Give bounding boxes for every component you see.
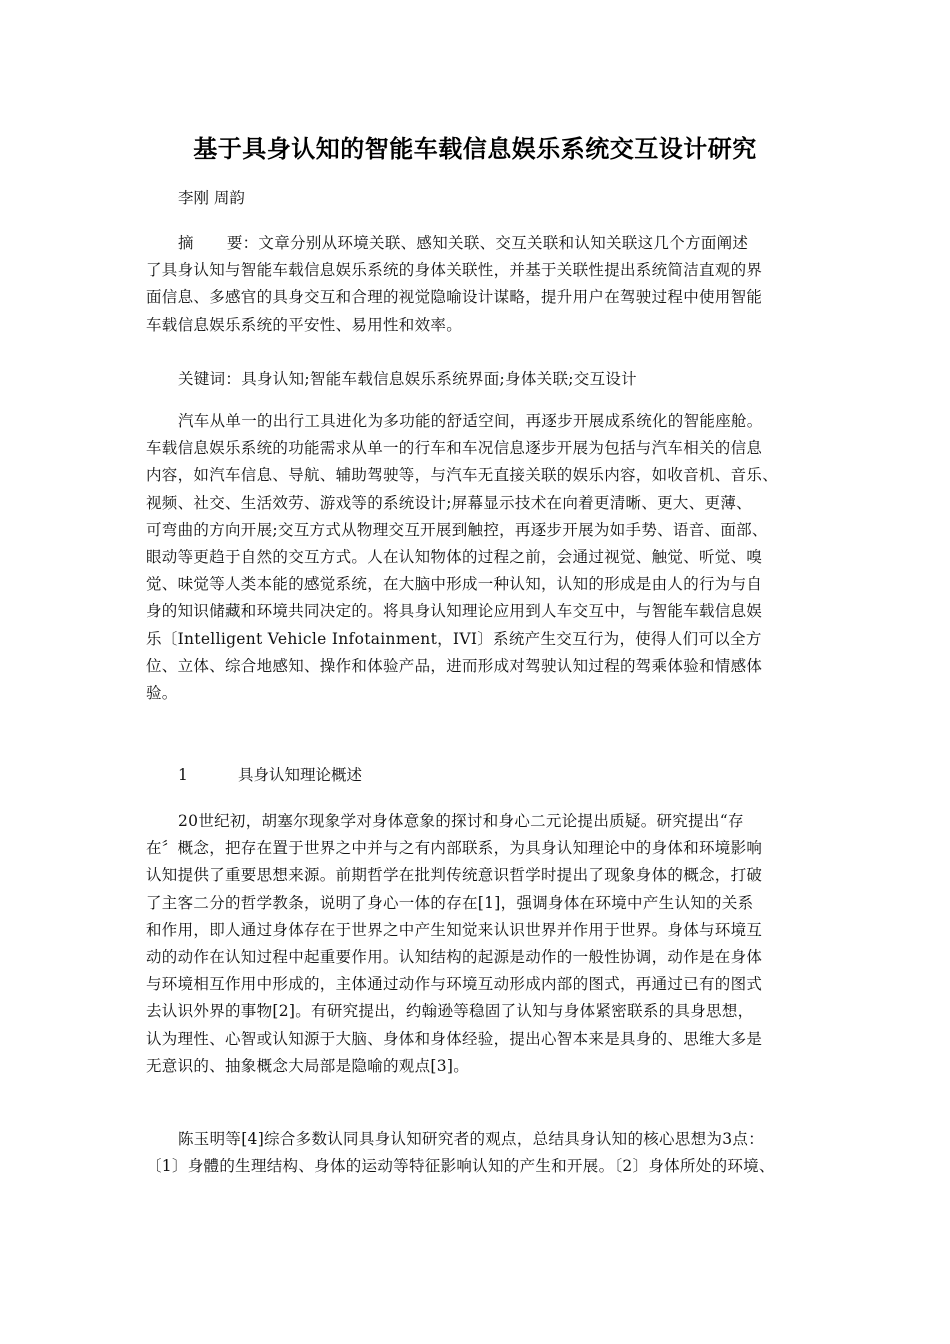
text-line: 陈玉明等[4]综合多数认同具身认知研究者的观点，总结具身认知的核心思想为3点： [178, 1130, 765, 1148]
section-title: 具身认知理论概述 [238, 766, 363, 784]
text-line: 乐〔Intelligent Vehicle Infotainment，IVI〕系统产生交互行为，使得人们可以全方 [146, 629, 762, 648]
keywords-text: 关键词：具身认知;智能车载信息娱乐系统界面;身体关联;交互设计 [178, 370, 637, 388]
intro-paragraph [146, 408, 816, 707]
text-line: 觉、味觉等人类本能的感觉系统，在大脑中形成一种认知，认知的形成是由人的行为与自 [146, 575, 763, 594]
section-heading [178, 763, 362, 787]
text-line: 可弯曲的方向开展;交互方式从物理交互开展到触控，再逐步开展为如手势、语音、面部、 [146, 520, 768, 539]
abstract-line: 车载信息娱乐系统的平安性、易用性和效率。 [146, 315, 463, 334]
section1-paragraph-2 [146, 1126, 816, 1180]
abstract-label-right: 要： [226, 234, 259, 252]
abstract-text: 文章分别从环境关联、感知关联、交互关联和认知关联这几个方面阐述 [258, 234, 749, 252]
text-line: 内容，如汽车信息、导航、辅助驾驶等，与汽车无直接关联的娱乐内容，如收音机、音乐、 [146, 466, 779, 485]
text-line: 位、立体、综合地感知、操作和体验产品，进而形成对驾驶认知过程的驾乘体验和情感体 [146, 656, 763, 675]
author-list: 李刚 周韵 [178, 189, 245, 207]
text-line: 验。 [146, 683, 178, 702]
text-line: 认为理性、心智或认知源于大脑、身体和身体经验，提出心智本来是具身的、思维大多是 [146, 1029, 763, 1048]
abstract [146, 230, 816, 339]
abstract-line [146, 230, 816, 257]
abstract-line: 面信息、多感官的具身交互和合理的视觉隐喻设计谋略，提升用户在驾驶过程中使用智能 [146, 288, 763, 307]
text-line: 车载信息娱乐系统的功能需求从单一的行车和车况信息逐步开展为包括与汽车相关的信息 [146, 439, 763, 458]
text-line: 与环境相互作用中形成的，主体通过动作与环境互动形成内部的图式，再通过已有的图式 [146, 975, 763, 994]
text-line: 认知提供了重要思想来源。前期哲学在批判传统意识哲学时提出了现象身体的概念，打破 [146, 866, 763, 885]
text-line: 去认识外界的事物[2]。有研究提出，约翰逊等稳固了认知与身体紧密联系的具身思想， [146, 1002, 754, 1021]
abstract-label-left: 摘 [178, 234, 194, 252]
abstract-line: 了具身认知与智能车载信息娱乐系统的身体关联性，并基于关联性提出系统简洁直观的界 [146, 261, 763, 280]
text-line: 汽车从单一的出行工具进化为多功能的舒适空间，再逐步开展成系统化的智能座舱。 [178, 412, 763, 430]
text-line: 视频、社交、生活效劳、游戏等的系统设计;屏幕显示技术在向着更清晰、更大、更薄、 [146, 493, 752, 512]
section1-paragraph-1 [146, 808, 816, 1080]
text-line: 眼动等更趋于自然的交互方式。人在认知物体的过程之前，会通过视觉、触觉、听觉、嗅 [146, 547, 763, 566]
paper-title: 基于具身认知的智能车载信息娱乐系统交互设计研究 [193, 135, 757, 163]
keywords [146, 366, 816, 393]
text-line: 无意识的、抽象概念大局部是隐喻的观点[3]。 [146, 1056, 470, 1075]
text-line: 了主客二分的哲学教条，说明了身心一体的存在[1]，强调身体在环境中产生认知的关系 [146, 893, 754, 912]
text-line: 动的动作在认知过程中起重要作用。认知结构的起源是动作的一般性协调，动作是在身体 [146, 947, 763, 966]
text-line: 和作用，即人通过身体存在于世界之中产生知觉来认识世界并作用于世界。身体与环境互 [146, 920, 763, 939]
text-line: 20世纪初，胡塞尔现象学对身体意象的探讨和身心二元论提出质疑。研究提出“存 [178, 812, 744, 830]
section-number: 1 [178, 766, 188, 784]
text-line: 身的知识储藏和环境共同决定的。将具身认知理论应用到人车交互中，与智能车载信息娱 [146, 602, 763, 621]
text-line: 在〞概念，把存在置于世界之中并与之有内部联系，为具身认知理论中的身体和环境影响 [146, 839, 763, 858]
text-line: 〔1〕身體的生理结构、身体的运动等特征影响认知的产生和开展。〔2〕身体所处的环境、 [146, 1157, 775, 1176]
